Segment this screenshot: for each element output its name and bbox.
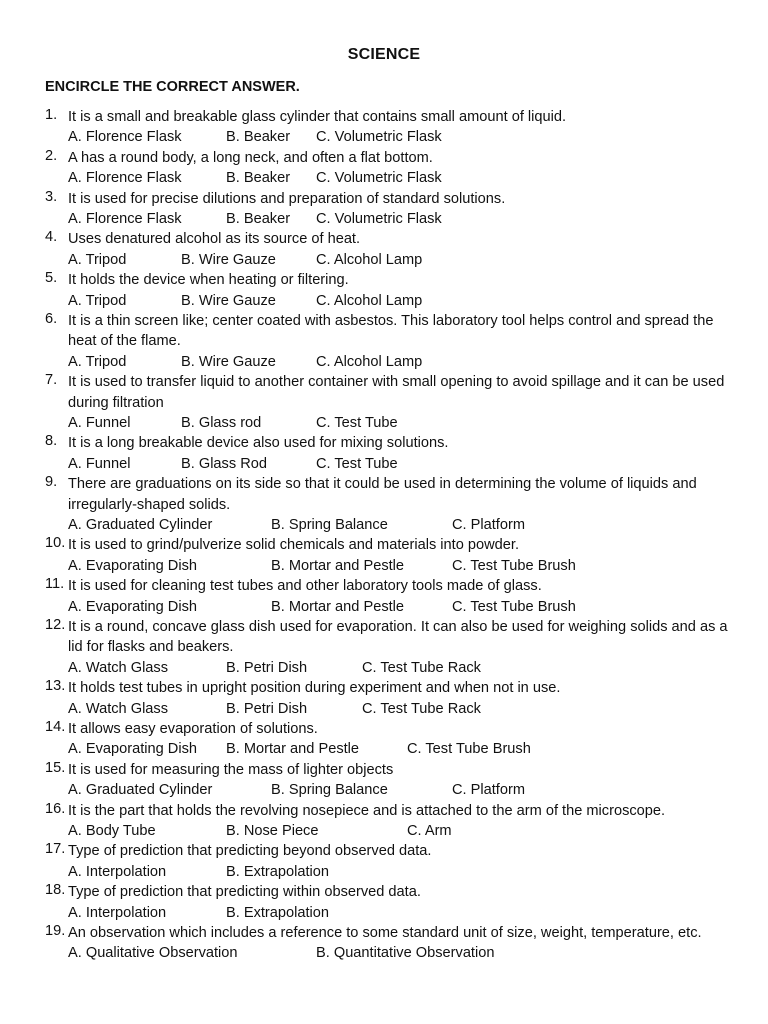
answer-choice[interactable]: A. Funnel (68, 455, 131, 472)
question-item (45, 719, 735, 760)
answer-choice[interactable]: A. Tripod (68, 353, 127, 370)
answer-choice[interactable]: C. Test Tube (316, 415, 398, 431)
answer-choice[interactable]: C. Platform (452, 782, 525, 799)
answer-choices (45, 903, 735, 923)
question-number: 6. (45, 310, 58, 327)
answer-choices (45, 821, 735, 841)
answer-choices (45, 352, 735, 372)
question-item (45, 270, 735, 311)
question-text: Type of prediction that predicting beyond observed data. (68, 843, 432, 860)
question-item (45, 760, 735, 801)
question-number: 12. (45, 616, 66, 633)
answer-choice[interactable]: A. Watch Glass (68, 700, 169, 717)
question-number: 3. (45, 188, 58, 205)
question-list (45, 107, 735, 964)
answer-choice[interactable]: A. Florence Flask (68, 211, 182, 227)
answer-choices (45, 699, 735, 719)
answer-choice[interactable]: B. Spring Balance (271, 517, 388, 533)
answer-choice[interactable]: C. Test Tube Brush (452, 557, 576, 574)
question-item (45, 801, 735, 842)
question-item (45, 474, 735, 535)
question-number: 14. (45, 718, 66, 735)
question-number: 17. (45, 841, 66, 858)
answer-choices (45, 209, 735, 229)
question-text: It is a long breakable device also used for mixing solutions. (68, 435, 449, 452)
question-number: 18. (45, 882, 66, 899)
answer-choices (45, 454, 735, 474)
answer-choice[interactable]: A. Funnel (68, 415, 131, 431)
question-item (45, 841, 735, 882)
answer-choice[interactable]: A. Evaporating Dish (68, 741, 197, 758)
answer-choice[interactable]: A. Interpolation (68, 863, 167, 880)
question-item (45, 311, 735, 372)
question-item (45, 678, 735, 719)
answer-choice[interactable]: B. Beaker (226, 170, 291, 187)
answer-choice[interactable]: B. Spring Balance (271, 782, 388, 799)
answer-choice[interactable]: B. Wire Gauze (181, 292, 276, 309)
answer-choice[interactable]: A. Watch Glass (68, 659, 169, 676)
answer-choices (45, 943, 735, 963)
question-item (45, 535, 735, 576)
question-number: 19. (45, 922, 66, 939)
answer-choice[interactable]: B. Quantitative Observation (316, 945, 495, 962)
answer-choice[interactable]: A. Graduated Cylinder (68, 782, 213, 799)
answer-choices (45, 780, 735, 800)
answer-choice[interactable]: C. Volumetric Flask (316, 129, 442, 146)
answer-choice[interactable]: B. Beaker (226, 129, 291, 146)
answer-choices (45, 862, 735, 882)
question-text: It is used to grind/pulverize solid chemicals and materials into powder. (68, 537, 520, 554)
answer-choice[interactable]: B. Petri Dish (226, 659, 308, 676)
question-text: It is a small and breakable glass cylinder that contains small amount of liquid. (68, 109, 567, 125)
question-item (45, 229, 735, 270)
answer-choice[interactable]: A. Evaporating Dish (68, 598, 197, 615)
answer-choices (45, 556, 735, 576)
answer-choice[interactable]: A. Tripod (68, 251, 127, 268)
answer-choice[interactable]: C. Volumetric Flask (316, 211, 442, 227)
question-number: 4. (45, 229, 58, 246)
answer-choice[interactable]: C. Test Tube Rack (362, 700, 481, 717)
question-number: 9. (45, 474, 58, 491)
question-text: It is a round, concave glass dish used for evaporation. It can also be used for weighing solids and as a lid for flasks and beakers. (68, 618, 728, 656)
question-text: A has a round body, a long neck, and often a flat bottom. (68, 149, 433, 166)
answer-choice[interactable]: A. Tripod (68, 292, 127, 309)
answer-choice[interactable]: C. Test Tube Brush (452, 598, 576, 615)
answer-choices (45, 168, 735, 188)
answer-choices (45, 658, 735, 678)
answer-choice[interactable]: C. Alcohol Lamp (316, 353, 423, 370)
page-title: SCIENCE (347, 46, 421, 63)
answer-choice[interactable]: B. Extrapolation (226, 904, 330, 921)
answer-choice[interactable]: B. Glass Rod (181, 455, 267, 472)
question-item (45, 923, 735, 964)
question-number: 7. (45, 372, 58, 389)
answer-choices (45, 250, 735, 270)
question-text: There are graduations on its side so that it could be used in determining the volume of liquids and irregularly-shaped solids. (68, 476, 697, 513)
question-item (45, 576, 735, 617)
answer-choice[interactable]: B. Wire Gauze (181, 251, 276, 268)
question-text: It is used to transfer liquid to another container with small opening to avoid spillage and it can be used during filtration (68, 374, 725, 411)
question-text: An observation which includes a reference to some standard unit of size, weight, temperature, etc. (68, 924, 702, 941)
answer-choice[interactable]: A. Florence Flask (68, 129, 182, 146)
answer-choice[interactable]: C. Alcohol Lamp (316, 251, 423, 268)
question-number: 15. (45, 759, 66, 776)
question-text: It is used for precise dilutions and preparation of standard solutions. (68, 190, 506, 207)
instructions: ENCIRCLE THE CORRECT ANSWER. (45, 79, 300, 95)
answer-choice[interactable]: C. Test Tube (316, 455, 398, 472)
question-item (45, 107, 735, 148)
answer-choice[interactable]: C. Platform (452, 517, 525, 533)
answer-choice[interactable]: C. Volumetric Flask (316, 170, 442, 187)
answer-choice[interactable]: B. Petri Dish (226, 700, 308, 717)
answer-choices (45, 413, 735, 433)
question-item (45, 148, 735, 189)
answer-choice[interactable]: B. Glass rod (181, 415, 262, 431)
question-number: 8. (45, 433, 58, 450)
answer-choice[interactable]: B. Beaker (226, 211, 291, 227)
question-text: It is used for cleaning test tubes and other laboratory tools made of glass. (68, 578, 542, 595)
question-text: It allows easy evaporation of solutions. (68, 720, 318, 737)
answer-choice[interactable]: C. Alcohol Lamp (316, 292, 423, 309)
question-item (45, 189, 735, 230)
question-item (45, 882, 735, 923)
answer-choice[interactable]: A. Qualitative Observation (68, 945, 238, 962)
answer-choice[interactable]: C. Arm (407, 822, 452, 839)
answer-choice[interactable]: A. Graduated Cylinder (68, 517, 213, 533)
answer-choice[interactable]: B. Mortar and Pestle (271, 598, 405, 615)
question-number: 11. (45, 576, 65, 593)
answer-choices (45, 127, 735, 147)
question-number: 16. (45, 800, 66, 817)
answer-choice[interactable]: B. Nose Piece (226, 822, 319, 839)
answer-choice[interactable]: B. Wire Gauze (181, 353, 276, 370)
question-number: 10. (45, 535, 66, 552)
answer-choices (45, 597, 735, 617)
answer-choices (45, 291, 735, 311)
answer-choice[interactable]: B. Extrapolation (226, 863, 330, 880)
question-number: 1. (45, 107, 58, 123)
answer-choice[interactable]: B. Mortar and Pestle (271, 557, 405, 574)
question-number: 5. (45, 270, 58, 287)
question-item (45, 433, 735, 474)
question-item (45, 617, 735, 678)
question-text: It holds the device when heating or filtering. (68, 272, 349, 289)
question-text: Type of prediction that predicting within observed data. (68, 884, 421, 901)
answer-choice[interactable]: A. Evaporating Dish (68, 557, 197, 574)
answer-choice[interactable]: B. Mortar and Pestle (226, 741, 360, 758)
question-number: 13. (45, 678, 66, 695)
answer-choices (45, 739, 735, 759)
answer-choices (45, 515, 735, 535)
question-text: It holds test tubes in upright position during experiment and when not in use. (68, 680, 561, 697)
question-text: It is a thin screen like; center coated with asbestos. This laboratory tool helps control and spread the heat of the flame. (68, 312, 714, 350)
answer-choice[interactable]: C. Test Tube Brush (407, 741, 531, 758)
question-text: It is used for measuring the mass of lighter objects (68, 761, 394, 778)
answer-choice[interactable]: A. Florence Flask (68, 170, 182, 187)
answer-choice[interactable]: C. Test Tube Rack (362, 659, 481, 676)
question-text: It is the part that holds the revolving nosepiece and is attached to the arm of the microscope. (68, 802, 666, 819)
question-text: Uses denatured alcohol as its source of heat. (68, 231, 361, 248)
answer-choice[interactable]: A. Interpolation (68, 904, 167, 921)
question-number: 2. (45, 147, 58, 164)
question-item (45, 372, 735, 433)
answer-choice[interactable]: A. Body Tube (68, 822, 156, 839)
